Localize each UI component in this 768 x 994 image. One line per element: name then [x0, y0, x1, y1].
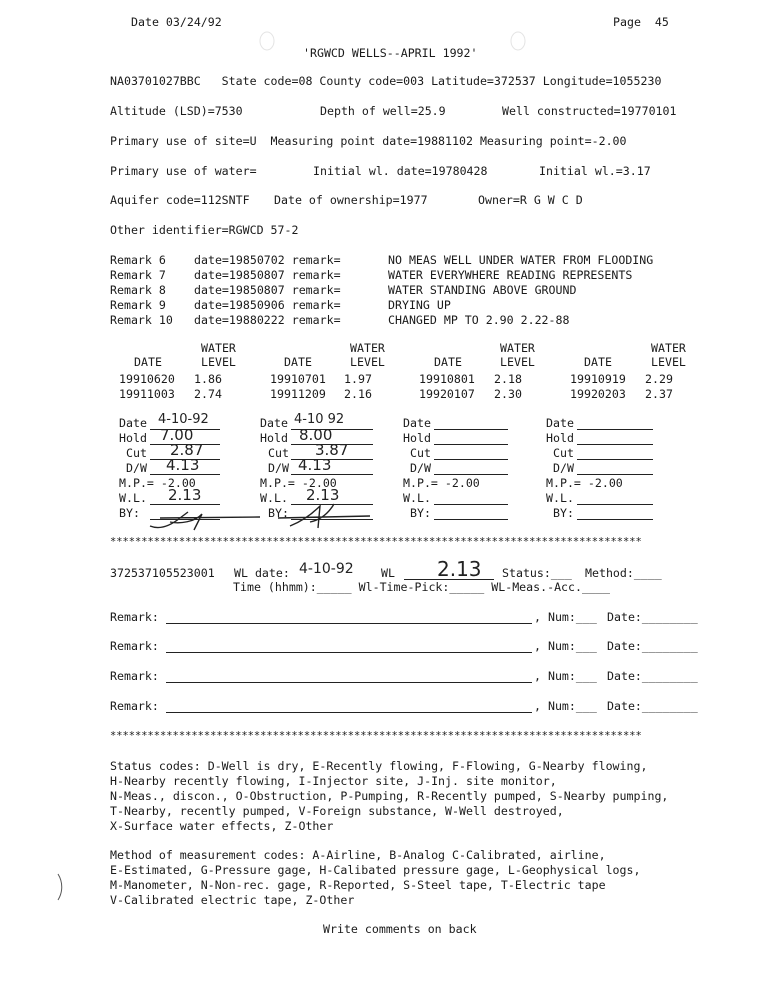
mp-value: M.P.= -2.00 — [403, 476, 480, 490]
remark-text: CHANGED MP TO 2.90 2.22-88 — [388, 313, 570, 327]
column-header: DATE — [434, 355, 462, 369]
handwritten-cut: 2.87 — [170, 441, 204, 459]
aquifer-code: Aquifer code=112SNTF — [110, 193, 250, 207]
remark-date[interactable]: Date:________ — [607, 699, 698, 713]
remark-text: WATER STANDING ABOVE GROUND — [388, 283, 577, 297]
method-codes-line: V-Calibrated electric tape, Z-Other — [110, 893, 355, 907]
site-id: 372537105523001 — [110, 566, 215, 580]
wl-field[interactable] — [577, 491, 653, 505]
method-codes-line: E-Estimated, G-Pressure gage, H-Calibated pressure gage, L-Geophysical logs, — [110, 863, 641, 877]
mp-value: M.P.= -2.00 — [119, 476, 196, 490]
form-label: Date — [119, 416, 147, 430]
mp-value: M.P.= -2.00 — [546, 476, 623, 490]
table-cell: 2.74 — [194, 387, 222, 401]
remark-date: date=19850807 remark= — [194, 283, 341, 297]
table-cell: 19920107 — [419, 387, 475, 401]
handwritten-wl-date: 4-10-92 — [299, 561, 354, 577]
by-field[interactable] — [434, 506, 508, 520]
cut-field[interactable] — [434, 446, 508, 460]
status-codes-line: H-Nearby recently flowing, I-Injector site, J-Inj. site monitor, — [110, 774, 557, 788]
remark-date: date=19880222 remark= — [194, 313, 341, 327]
column-header: WATER — [500, 341, 535, 355]
form-label: W.L. — [403, 491, 431, 505]
altitude: Altitude (LSD)=7530 — [110, 104, 243, 118]
status-codes-line: T-Nearby, recently pumped, V-Foreign substance, W-Well destroyed, — [110, 804, 564, 818]
table-cell: 19910801 — [419, 372, 475, 386]
separator-line: ************************************************************************************* — [110, 730, 642, 742]
remark-date: date=19850807 remark= — [194, 268, 341, 282]
handwritten-hold: 7.00 — [160, 426, 194, 444]
handwritten-wl: 2.13 — [306, 486, 340, 504]
remark-entry-field[interactable] — [166, 699, 532, 713]
status-codes-line: X-Surface water effects, Z-Other — [110, 819, 334, 833]
dw-field[interactable] — [434, 461, 508, 475]
remark-entry-field[interactable] — [166, 639, 532, 653]
report-date: Date 03/24/92 — [131, 15, 222, 29]
form-label: Cut — [410, 446, 431, 460]
form-label: Hold — [403, 431, 431, 445]
remark-num[interactable]: , Num:___ — [534, 699, 597, 713]
initial-wl: Initial wl.=3.17 — [539, 164, 651, 178]
table-cell: 19911209 — [270, 387, 326, 401]
site-identifier-line: NA03701027BBC State code=08 County code=003 Latitude=372537 Longitude=1055230 — [110, 74, 662, 88]
edge-mark — [56, 872, 66, 902]
column-header: LEVEL — [201, 355, 236, 369]
footer-note: Write comments on back — [323, 922, 477, 936]
remark-label: Remark 9 — [110, 298, 166, 312]
remark-num[interactable]: , Num:___ — [534, 610, 597, 624]
form-label: D/W — [268, 461, 289, 475]
signature-1 — [140, 500, 270, 534]
table-cell: 19911003 — [119, 387, 175, 401]
form-label: BY: — [268, 506, 289, 520]
handwritten-cut: 3.87 — [315, 441, 349, 459]
remark-num[interactable]: , Num:___ — [534, 669, 597, 683]
form-label: W.L. — [260, 491, 288, 505]
remark-label: Remark 8 — [110, 283, 166, 297]
table-cell: 19910620 — [119, 372, 175, 386]
date-field[interactable] — [577, 416, 653, 430]
form-label: BY: — [553, 506, 574, 520]
measuring-point-line: Primary use of site=U Measuring point date=19881102 Measuring point=-2.00 — [110, 134, 627, 148]
form-label: Date — [546, 416, 574, 430]
column-header: LEVEL — [350, 355, 385, 369]
page-number: Page 45 — [613, 15, 669, 29]
table-cell: 2.29 — [645, 372, 673, 386]
remark-date: date=19850702 remark= — [194, 253, 341, 267]
form-label: D/W — [126, 461, 147, 475]
separator-line: ************************************************************************************* — [110, 536, 642, 548]
dw-field[interactable] — [577, 461, 653, 475]
remark-text: DRYING UP — [388, 298, 451, 312]
mp-value: M.P.= -2.00 — [260, 476, 337, 490]
form-label: BY: — [119, 506, 140, 520]
table-cell: 2.30 — [494, 387, 522, 401]
hold-field[interactable] — [434, 431, 508, 445]
well-depth: Depth of well=25.9 — [320, 104, 446, 118]
column-header: DATE — [284, 355, 312, 369]
wl-field[interactable] — [434, 491, 508, 505]
table-cell: 19910919 — [570, 372, 626, 386]
method-codes-line: Method of measurement codes: A-Airline, B-Analog C-Calibrated, airline, — [110, 848, 606, 862]
table-cell: 1.97 — [344, 372, 372, 386]
hole-punch-mark — [257, 30, 277, 52]
form-label: Date — [403, 416, 431, 430]
remark-date[interactable]: Date:________ — [607, 639, 698, 653]
form-label: Date — [260, 416, 288, 430]
remark-label: Remark 6 — [110, 253, 166, 267]
other-identifier: Other identifier=RGWCD 57-2 — [110, 223, 299, 237]
report-title: 'RGWCD WELLS--APRIL 1992' — [303, 46, 478, 60]
handwritten-wl: 2.13 — [168, 486, 202, 504]
table-cell: 2.18 — [494, 372, 522, 386]
column-header: DATE — [134, 355, 162, 369]
method-codes-line: M-Manometer, N-Non-rec. gage, R-Reported, S-Steel tape, T-Electric tape — [110, 878, 606, 892]
remark-label: Remark 7 — [110, 268, 166, 282]
table-cell: 2.37 — [645, 387, 673, 401]
status-codes-line: Status codes: D-Well is dry, E-Recently flowing, F-Flowing, G-Nearby flowing, — [110, 759, 648, 773]
remark-date: date=19850906 remark= — [194, 298, 341, 312]
table-cell: 1.86 — [194, 372, 222, 386]
form-label: W.L. — [119, 491, 147, 505]
form-label: Cut — [268, 446, 289, 460]
date-field[interactable] — [434, 416, 508, 430]
signature-2 — [270, 498, 380, 532]
remark-text: NO MEAS WELL UNDER WATER FROM FLOODING — [388, 253, 654, 267]
status-codes-line: N-Meas., discon., O-Obstruction, P-Pumping, R-Recently pumped, S-Nearby pumping, — [110, 789, 669, 803]
remark-entry-field[interactable] — [166, 610, 532, 624]
method-field[interactable]: Method:____ — [585, 566, 662, 580]
column-header: LEVEL — [651, 355, 686, 369]
handwritten-wl-value: 2.13 — [437, 557, 482, 581]
hold-field[interactable] — [577, 431, 653, 445]
table-cell: 19920203 — [570, 387, 626, 401]
remark-date[interactable]: Date:________ — [607, 610, 698, 624]
ownership-date: Date of ownership=1977 — [274, 193, 428, 207]
form-label: Hold — [119, 431, 147, 445]
by-field[interactable] — [577, 506, 653, 520]
handwritten-dw: 4.13 — [298, 456, 332, 474]
owner: Owner=R G W C D — [478, 193, 583, 207]
column-header: DATE — [584, 355, 612, 369]
form-label: Cut — [553, 446, 574, 460]
column-header: WATER — [651, 341, 686, 355]
handwritten-date: 4-10 92 — [294, 412, 345, 427]
handwritten-dw: 4.13 — [166, 456, 200, 474]
form-label: D/W — [553, 461, 574, 475]
column-header: WATER — [201, 341, 236, 355]
form-label: Hold — [546, 431, 574, 445]
remark-entry-field[interactable] — [166, 669, 532, 683]
form-label: Hold — [260, 431, 288, 445]
handwritten-date: 4-10-92 — [158, 412, 209, 427]
remark-entry-label: Remark: — [110, 669, 159, 683]
remark-num[interactable]: , Num:___ — [534, 639, 597, 653]
form-label: Cut — [126, 446, 147, 460]
form-label: BY: — [410, 506, 431, 520]
status-field[interactable]: Status:___ — [502, 566, 572, 580]
hole-punch-mark — [508, 30, 528, 52]
table-cell: 2.16 — [344, 387, 372, 401]
remark-text: WATER EVERYWHERE READING REPRESENTS — [388, 268, 633, 282]
table-cell: 19910701 — [270, 372, 326, 386]
remark-entry-label: Remark: — [110, 639, 159, 653]
remark-entry-label: Remark: — [110, 610, 159, 624]
initial-wl-date: Initial wl. date=19780428 — [313, 164, 488, 178]
form-label: D/W — [410, 461, 431, 475]
time-pick-line[interactable]: Time (hhmm):_____ Wl-Time-Pick:_____ WL-Meas.-Acc.____ — [233, 580, 610, 594]
form-label: W.L. — [546, 491, 574, 505]
well-constructed: Well constructed=19770101 — [502, 104, 677, 118]
column-header: LEVEL — [500, 355, 535, 369]
primary-use-water: Primary use of water= — [110, 164, 257, 178]
remark-label: Remark 10 — [110, 313, 173, 327]
remark-date[interactable]: Date:________ — [607, 669, 698, 683]
remark-entry-label: Remark: — [110, 699, 159, 713]
wl-label: WL — [381, 566, 395, 580]
handwritten-hold: 8.00 — [299, 426, 333, 444]
cut-field[interactable] — [577, 446, 653, 460]
wl-date-label: WL date: — [234, 566, 290, 580]
column-header: WATER — [350, 341, 385, 355]
